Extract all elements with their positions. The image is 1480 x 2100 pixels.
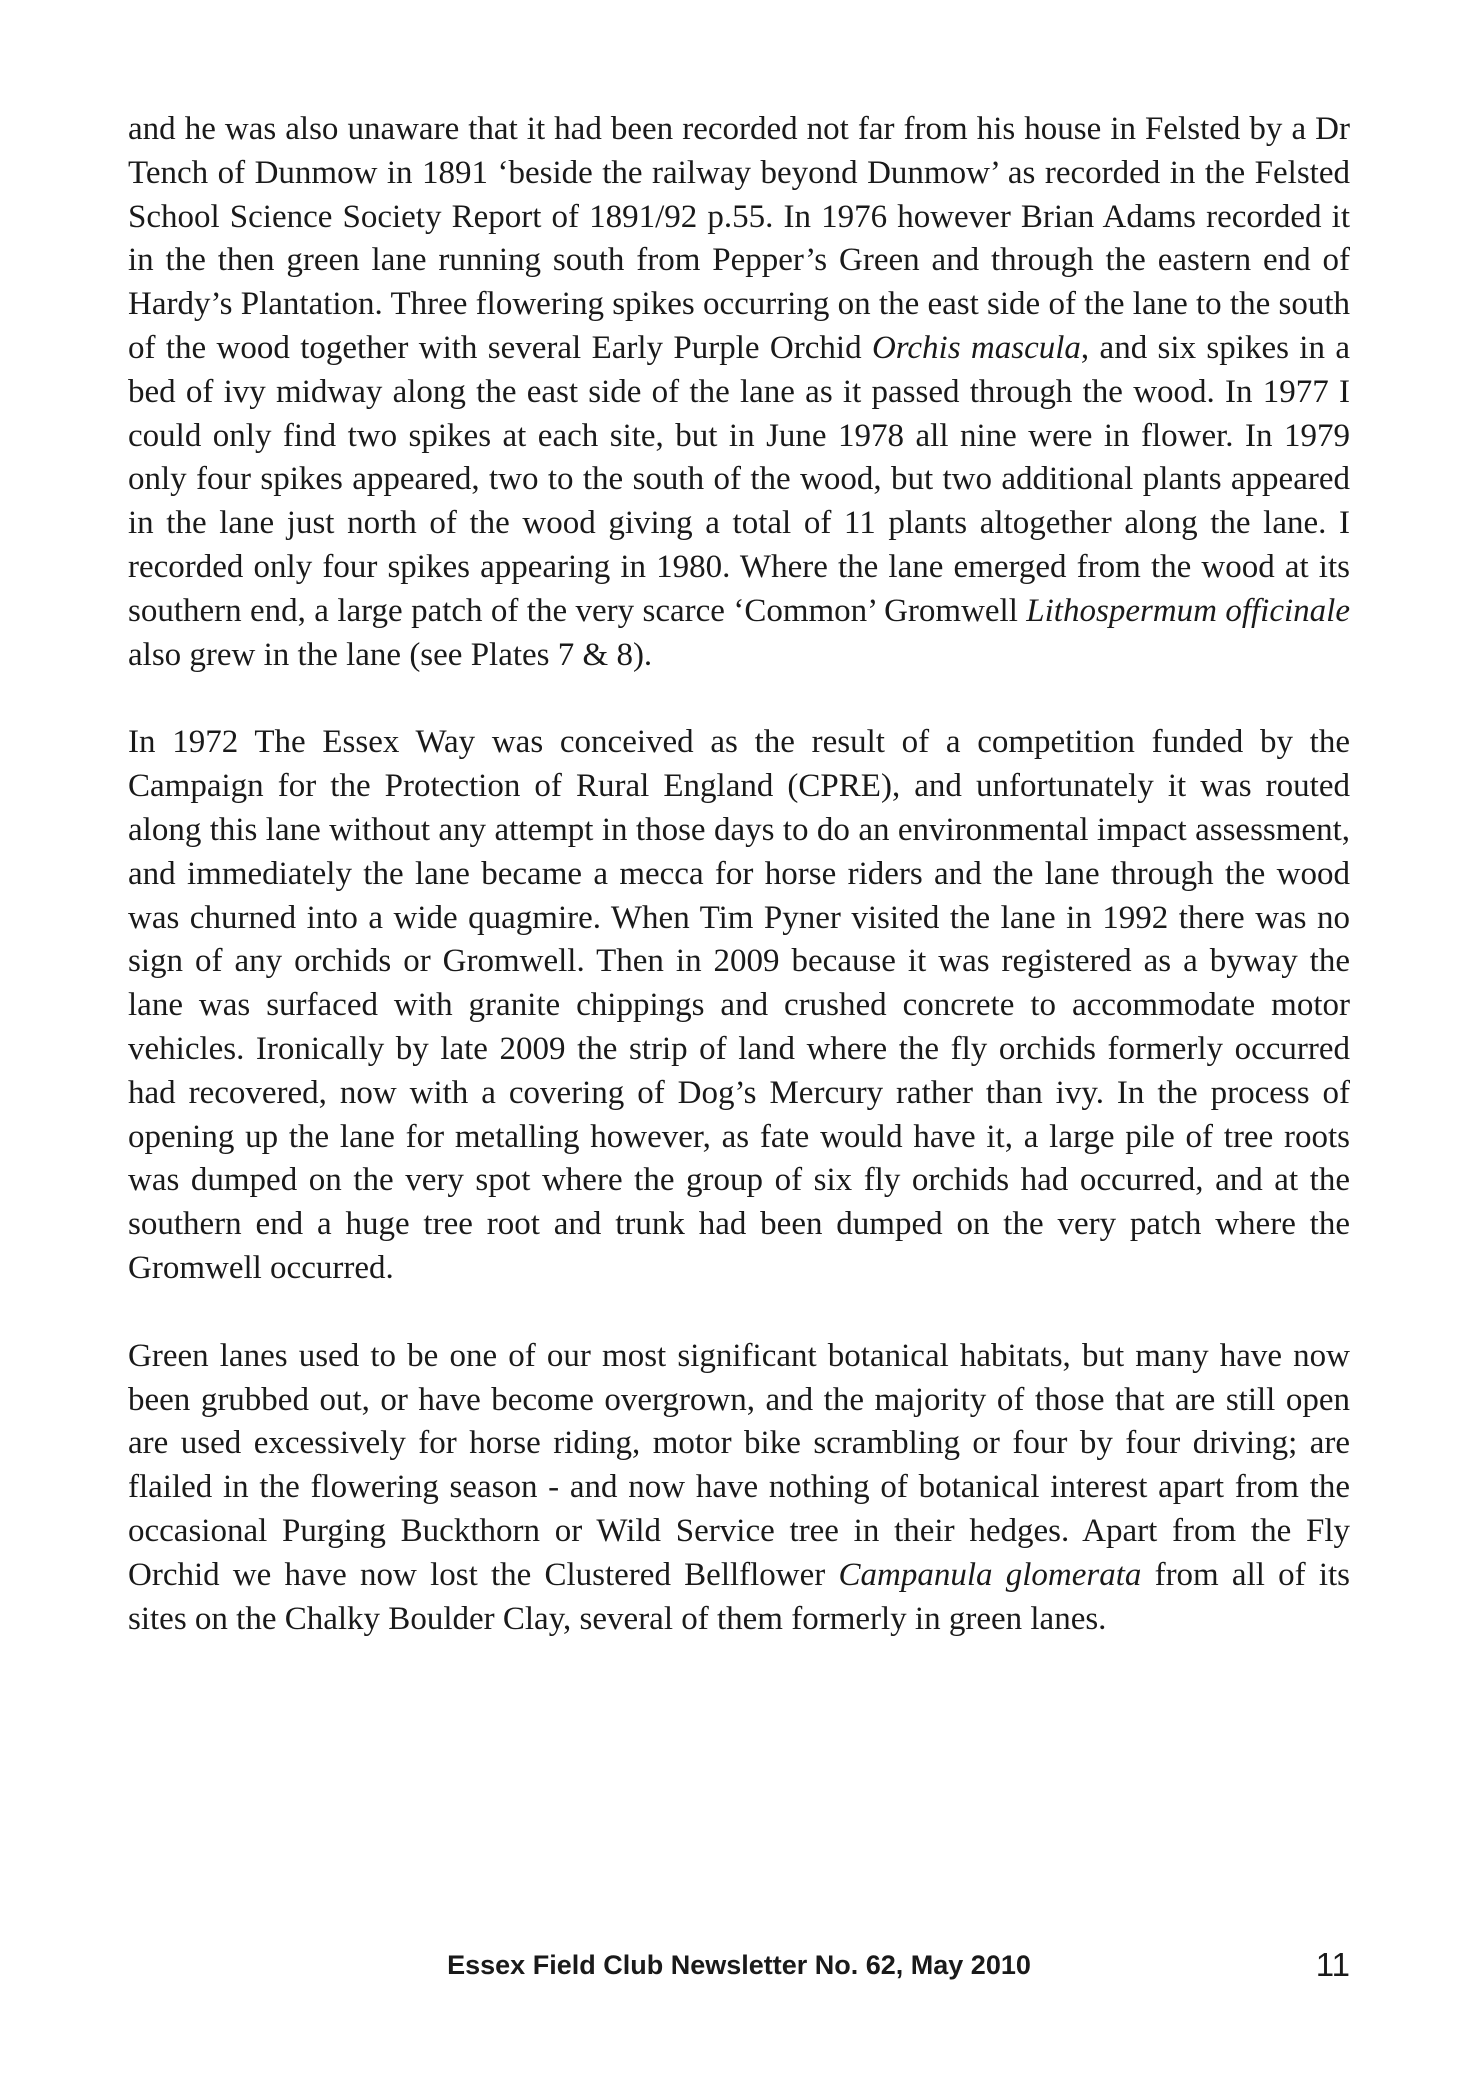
paragraph-1-text-1: and he was also unaware that it had been recorded not far from his house in Felsted by a Dr Tench of Dunmow in 1891 ‘beside the railway beyond Dunmow’ as recorded in the Felsted School Science Society Report of 1891/92 p.55. In 1976 however Brian Adams recorded it in the then green lane running south from Pepper’s Green and through the eastern end of Hardy’s Plantation. Three flowering spikes occurring on the east side of the lane to the south of the wood together with several Early Purple Orchid bbox=[128, 111, 1350, 366]
species-name-campanula-glomerata: Campanula glomerata bbox=[838, 1556, 1142, 1593]
species-name-orchis-mascula: Orchis mascula bbox=[871, 329, 1081, 366]
paragraph-3 bbox=[128, 1335, 1350, 1642]
document-body bbox=[128, 108, 1350, 1685]
paragraph-3-text-1: Green lanes used to be one of our most significant botanical habitats, but many have now been grubbed out, or have become overgrown, and the majority of those that are still open are used excessively for horse riding, motor bike scrambling or four by four driving; are flailed in the flowering season - and now have nothing of botanical interest apart from the occasional Purging Buckthorn or Wild Service tree in their hedges. Apart from the Fly Orchid we have now lost the Clustered Bellflower bbox=[128, 1337, 1350, 1593]
newsletter-title: Essex Field Club Newsletter No. 62, May 2010 bbox=[447, 1950, 1031, 1980]
paragraph-1 bbox=[128, 108, 1350, 677]
paragraph-2-text-1: In 1972 The Essex Way was conceived as the result of a competition funded by the Campaign for the Protection of Rural England (CPRE), and unfortunately it was routed along this lane without any attempt in those days to do an environmental impact assessment, and immediately the lane became a mecca for horse riders and the lane through the wood was churned into a wide quagmire. When Tim Pyner visited the lane in 1992 there was no sign of any orchids or Gromwell. Then in 2009 because it was registered as a byway the lane was surfaced with granite chippings and crushed concrete to accommodate motor vehicles. Ironically by late 2009 the strip of land where the fly orchids formerly occurred had recovered, now with a covering of Dog’s Mercury rather than ivy. In the process of opening up the lane for metalling however, as fate would have it, a large pile of tree roots was dumped on the very spot where the group of six fly orchids had occurred, and at the southern end a huge tree root and trunk had been dumped on the very patch where the Gromwell occurred. bbox=[128, 724, 1350, 1286]
paragraph-1-text-3: also grew in the lane (see Plates 7 & 8). bbox=[128, 636, 653, 673]
paragraph-1-text-2: , and six spikes in a bed of ivy midway along the east side of the lane as it passed through the wood. In 1977 I could only find two spikes at each site, but in June 1978 all nine were in flower. In 1979 only four spikes appeared, two to the south of the wood, but two additional plants appeared in the lane just north of the wood giving a total of 11 plants altogether along the lane. I recorded only four spikes appearing in 1980. Where the lane emerged from the wood at its southern end, a large patch of the very scarce ‘Common’ Gromwell bbox=[128, 329, 1350, 629]
page-number: 11 bbox=[1315, 1946, 1350, 1983]
paragraph-2 bbox=[128, 721, 1350, 1290]
paragraph-3-text-2: from all of its sites on the Chalky Boulder Clay, several of them formerly in green lanes. bbox=[128, 1556, 1351, 1637]
page-footer bbox=[128, 1944, 1350, 1994]
species-name-lithospermum-officinale: Lithospermum officinale bbox=[1026, 592, 1350, 629]
